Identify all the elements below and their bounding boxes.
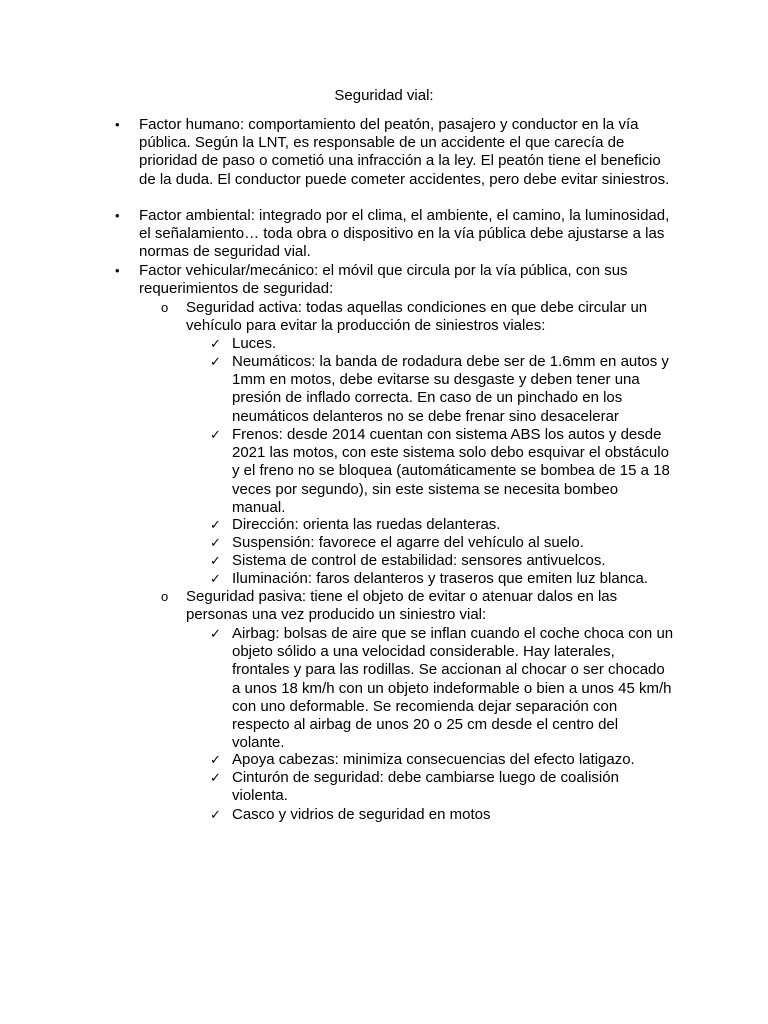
bullet-marker: • [115, 208, 120, 223]
list-item-seguridad-pasiva [161, 588, 674, 624]
item-text: Seguridad activa: todas aquellas condiciones en que debe circular un vehículo para evitar la producción de siniestros viales: [186, 299, 648, 335]
item-text: Factor humano: comportamiento del peatón, pasajero y conductor en la vía pública. Según la LNT, es responsable de un accidente el que carecía de prioridad de paso o cometió una infracción a la ley. El peatón tiene el beneficio de la duda. El conductor puede cometer accidentes, pero debe evitar siniestros. [139, 116, 670, 188]
list-item-factor-vehicular [115, 262, 674, 298]
check-icon: ✓ [210, 626, 221, 641]
check-item-airbag [210, 625, 674, 752]
page-title: Seguridad vial: [334, 87, 434, 104]
bullet-marker: • [115, 263, 120, 278]
item-text: Factor vehicular/mecánico: el móvil que circula por la vía pública, con sus requerimientos de seguridad: [139, 262, 628, 298]
check-icon: ✓ [210, 336, 221, 351]
check-icon: ✓ [210, 553, 221, 568]
circle-marker: o [161, 300, 169, 315]
bullet-marker: • [115, 117, 120, 132]
check-item-cinturon [210, 769, 674, 805]
list-item-factor-ambiental [115, 207, 674, 262]
check-icon: ✓ [210, 571, 221, 586]
check-item-luces [210, 335, 674, 353]
check-icon: ✓ [210, 354, 221, 369]
item-text: Iluminación: faros delanteros y traseros que emiten luz blanca. [232, 570, 649, 587]
check-item-direccion [210, 516, 674, 534]
check-item-casco [210, 806, 674, 824]
item-text: Neumáticos: la banda de rodadura debe ser de 1.6mm en autos y 1mm en motos, debe evitarse su desgaste y deben tener una presión de inflado correcta. En caso de un pinchado en los neumáticos delanteros no se debe frenar sino desacelerar [232, 353, 669, 425]
check-item-iluminacion [210, 570, 674, 588]
check-icon: ✓ [210, 427, 221, 442]
item-text: Casco y vidrios de seguridad en motos [232, 806, 491, 823]
item-text: Airbag: bolsas de aire que se inflan cuando el coche choca con un objeto sólido a una velocidad considerable. Hay laterales, frontales y para las rodillas. Se accionan al chocar o ser chocado a unos 18 km/h con un objeto indeformable o bien a unos 45 km/h con uno deformable. Se recomienda dejar separación con respecto al airbag de unos 20 o 25 cm desde el centro del volante. [232, 625, 674, 752]
list-item-factor-humano [115, 116, 674, 189]
check-icon: ✓ [210, 752, 221, 767]
check-item-neumaticos [210, 353, 674, 426]
check-item-apoya-cabezas [210, 751, 674, 769]
item-text: Frenos: desde 2014 cuentan con sistema ABS los autos y desde 2021 las motos, con este sistema solo debo esquivar el obstáculo y el freno no se bloquea (automáticamente se bombea de 15 a 18 veces por segundo), sin este sistema se necesita bombeo manual. [232, 426, 670, 516]
item-text: Apoya cabezas: minimiza consecuencias del efecto latigazo. [232, 751, 635, 768]
item-text: Sistema de control de estabilidad: sensores antivuelcos. [232, 552, 606, 569]
item-text: Factor ambiental: integrado por el clima, el ambiente, el camino, la luminosidad, el señalamiento… toda obra o dispositivo en la vía pública debe ajustarse a las normas de seguridad vial. [139, 207, 670, 261]
check-icon: ✓ [210, 807, 221, 822]
circle-marker: o [161, 589, 169, 604]
item-text: Dirección: orienta las ruedas delanteras. [232, 516, 501, 533]
item-text: Luces. [232, 335, 277, 352]
item-text: Suspensión: favorece el agarre del vehículo al suelo. [232, 534, 584, 551]
check-icon: ✓ [210, 535, 221, 550]
check-item-suspension [210, 534, 674, 552]
item-text: Cinturón de seguridad: debe cambiarse luego de coalisión violenta. [232, 769, 619, 805]
check-item-frenos [210, 426, 674, 517]
check-icon: ✓ [210, 517, 221, 532]
list-item-seguridad-activa [161, 299, 674, 335]
check-item-estabilidad [210, 552, 674, 570]
check-icon: ✓ [210, 770, 221, 785]
item-text: Seguridad pasiva: tiene el objeto de evitar o atenuar dalos en las personas una vez producido un siniestro vial: [186, 588, 618, 624]
